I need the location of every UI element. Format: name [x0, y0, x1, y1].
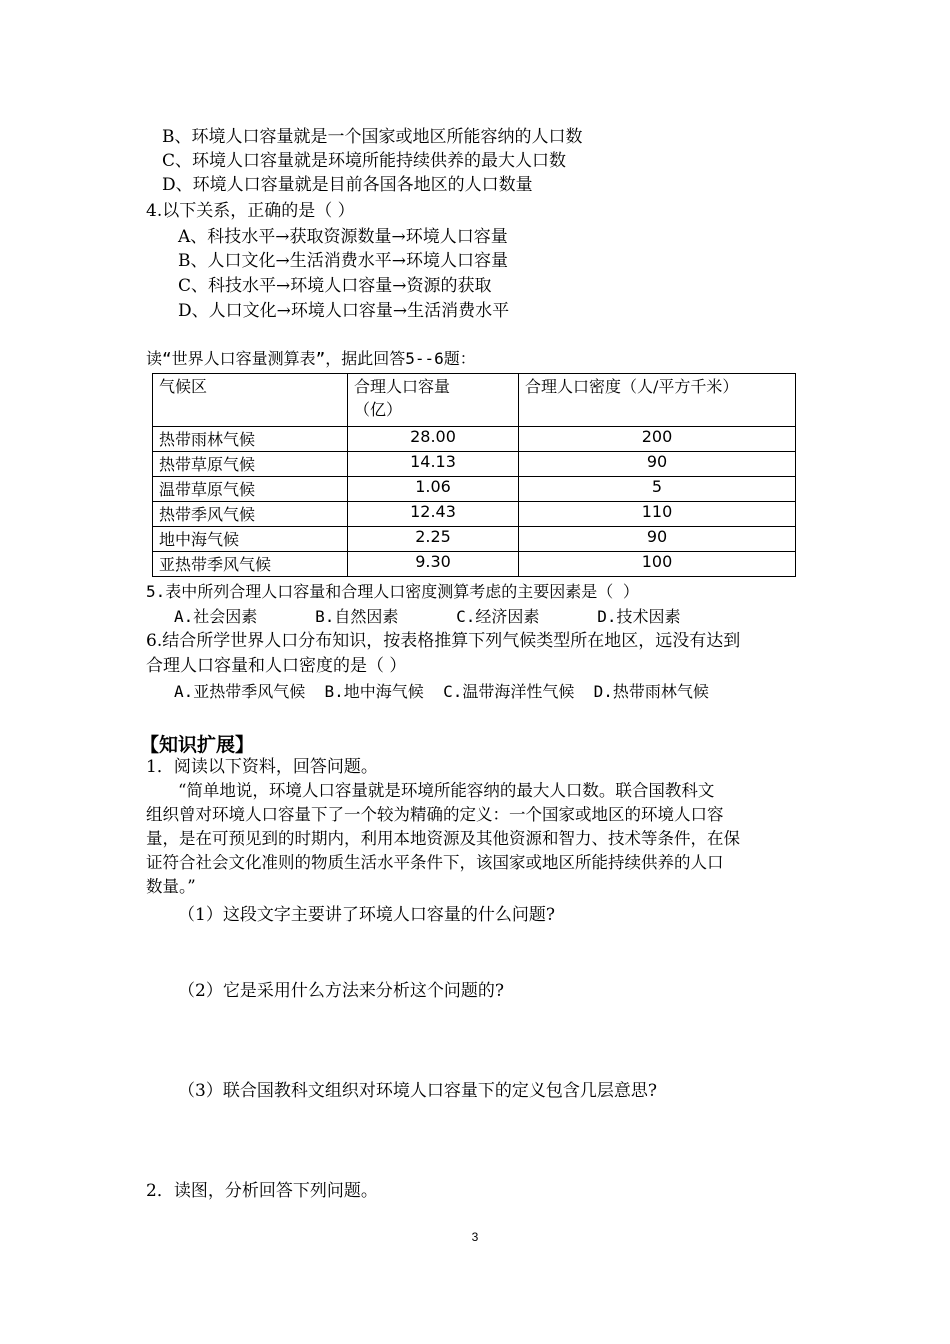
capacity-cell: 12.43 — [348, 502, 519, 527]
q4-option-b: B、人口文化→生活消费水平→环境人口容量 — [178, 251, 508, 271]
q6-options: A.亚热带季风气候 B.地中海气候 C.温带海洋性气候 D.热带雨林气候 — [174, 682, 709, 701]
table-row — [153, 452, 796, 477]
table-row — [153, 527, 796, 552]
header-capacity — [348, 374, 519, 427]
q5-stem: 5.表中所列合理人口容量和合理人口密度测算考虑的主要因素是（ ） — [146, 582, 639, 601]
climate-cell: 热带季风气候 — [153, 502, 348, 527]
density-cell: 5 — [519, 477, 796, 502]
header-climate: 气候区 — [153, 374, 348, 427]
table-row — [153, 502, 796, 527]
capacity-cell: 14.13 — [348, 452, 519, 477]
sub-question-2: （2）它是采用什么方法来分析这个问题的? — [178, 981, 504, 1001]
q3-option-c: C、环境人口容量就是环境所能持续供养的最大人口数 — [162, 151, 567, 171]
section-title: 【知识扩展】 — [140, 734, 255, 756]
header-capacity-line2: （亿） — [354, 400, 403, 419]
density-cell: 110 — [519, 502, 796, 527]
climate-cell: 亚热带季风气候 — [153, 552, 348, 577]
header-capacity-line1: 合理人口容量 — [354, 377, 451, 396]
climate-cell: 温带草原气候 — [153, 477, 348, 502]
table-row — [153, 552, 796, 577]
climate-cell: 热带草原气候 — [153, 452, 348, 477]
density-cell: 200 — [519, 427, 796, 452]
capacity-cell: 2.25 — [348, 527, 519, 552]
table-row — [153, 477, 796, 502]
table-intro: 读“世界人口容量测算表”，据此回答5--6题： — [146, 349, 476, 368]
capacity-cell: 28.00 — [348, 427, 519, 452]
passage-line: 量，是在可预见到的时期内，利用本地资源及其他资源和智力、技术等条件，在保 — [146, 829, 740, 848]
density-cell: 90 — [519, 452, 796, 477]
capacity-cell: 9.30 — [348, 552, 519, 577]
sub-question-1: （1）这段文字主要讲了环境人口容量的什么问题? — [178, 905, 555, 925]
population-capacity-table — [152, 373, 796, 577]
q4-option-d: D、人口文化→环境人口容量→生活消费水平 — [178, 301, 510, 321]
passage-line: “简单地说，环境人口容量就是环境所能容纳的最大人口数。联合国教科文 — [178, 781, 715, 800]
climate-cell: 热带雨林气候 — [153, 427, 348, 452]
sub-question-3: （3）联合国教科文组织对环境人口容量下的定义包含几层意思? — [178, 1081, 657, 1101]
q6-stem-line1: 6.结合所学世界人口分布知识，按表格推算下列气候类型所在地区，远没有达到 — [146, 631, 741, 651]
table-row — [153, 427, 796, 452]
climate-cell: 地中海气候 — [153, 527, 348, 552]
q3-option-d: D、环境人口容量就是目前各国各地区的人口数量 — [162, 175, 533, 195]
q4-option-c: C、科技水平→环境人口容量→资源的获取 — [178, 276, 492, 296]
capacity-cell: 1.06 — [348, 477, 519, 502]
ext-q1-title: 1．阅读以下资料，回答问题。 — [146, 757, 378, 777]
q4-stem: 4.以下关系，正确的是（ ） — [146, 201, 355, 221]
ext-q2-title: 2．读图，分析回答下列问题。 — [146, 1181, 378, 1201]
q5-options: A.社会因素 B.自然因素 C.经济因素 D.技术因素 — [174, 607, 681, 626]
passage-line: 证符合社会文化准则的物质生活水平条件下，该国家或地区所能持续供养的人口 — [146, 853, 724, 872]
density-cell: 90 — [519, 527, 796, 552]
density-cell: 100 — [519, 552, 796, 577]
passage-line: 组织曾对环境人口容量下了一个较为精确的定义：一个国家或地区的环境人口容 — [146, 805, 724, 824]
q6-stem-line2: 合理人口容量和人口密度的是（ ） — [146, 656, 407, 676]
page-number: 3 — [471, 1230, 479, 1244]
table-header-row — [153, 374, 796, 427]
header-density: 合理人口密度（人/平方千米） — [519, 374, 796, 427]
q3-option-b: B、环境人口容量就是一个国家或地区所能容纳的人口数 — [162, 127, 583, 147]
passage-line: 数量。” — [146, 877, 196, 896]
q4-option-a: A、科技水平→获取资源数量→环境人口容量 — [178, 227, 508, 247]
